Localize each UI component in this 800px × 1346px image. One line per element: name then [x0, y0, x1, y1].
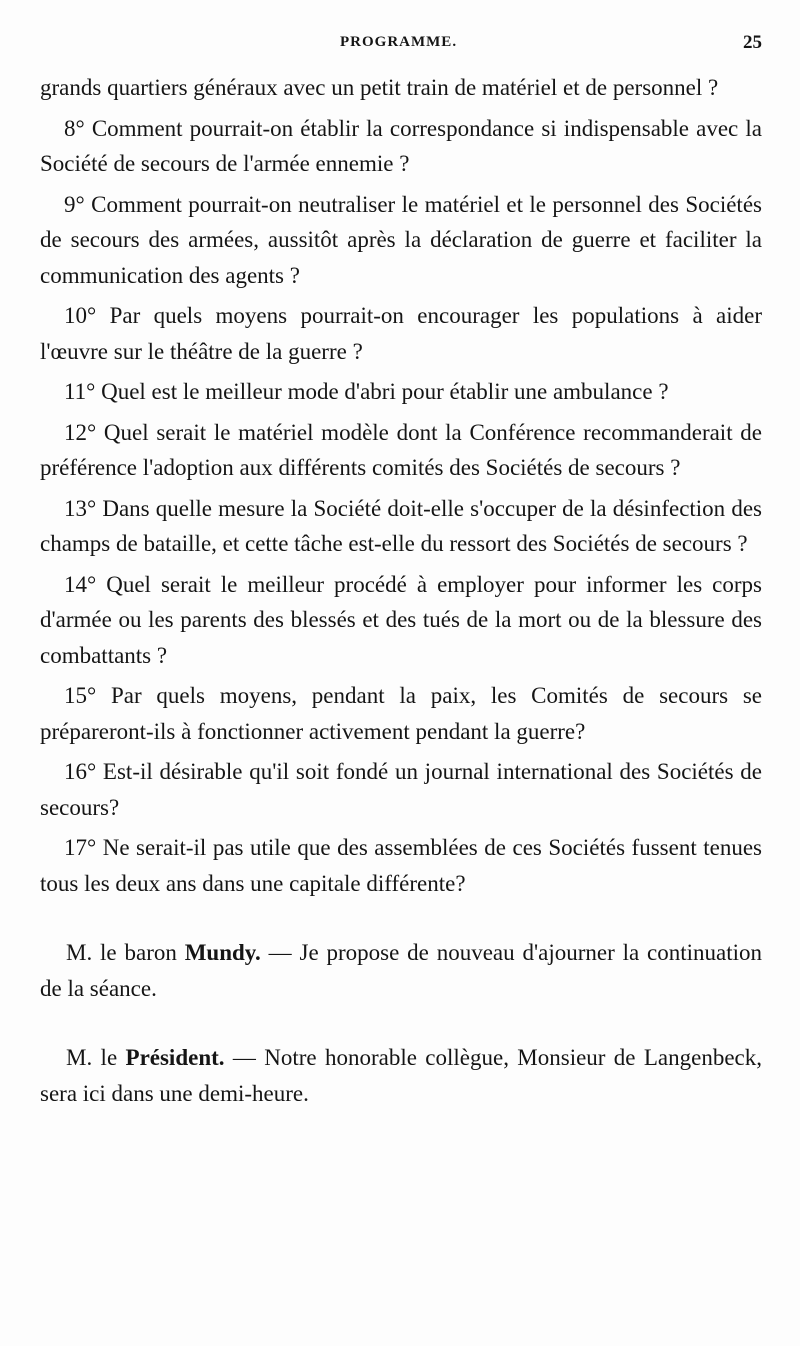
- continuation-paragraph: grands quartiers généraux avec un petit train de matériel et de personnel ?: [40, 75, 719, 100]
- speaker-title: M. le baron: [66, 940, 177, 965]
- speech-text: — Notre honorable collègue, Monsieur de Langenbeck, sera ici dans une demi-heure.: [40, 1045, 762, 1106]
- speech-president: [40, 1040, 762, 1111]
- question-14: 14° Quel serait le meilleur procédé à employer pour informer les corps d'armée ou les parents des blessés et des tués de la mort ou de la blessure des combattants ?: [40, 571, 762, 668]
- question-17: 17° Ne serait-il pas utile que des assemblées de ces Sociétés fussent tenues tous les deux ans dans une capitale différente?: [40, 835, 762, 896]
- question-13: 13° Dans quelle mesure la Société doit-elle s'occuper de la désinfection des champs de bataille, et cette tâche est-elle du ressort des Sociétés de secours ?: [40, 495, 762, 556]
- body-text: [40, 70, 762, 1111]
- speech-text: — Je propose de nouveau d'ajourner la continuation de la séance.: [40, 940, 763, 1001]
- speaker-title: M. le: [66, 1045, 118, 1070]
- question-11: 11° Quel est le meilleur mode d'abri pour établir une ambulance ?: [64, 379, 669, 404]
- question-10: 10° Par quels moyens pourrait-on encourager les populations à aider l'œuvre sur le théâtre de la guerre ?: [40, 303, 762, 364]
- speaker-name: Mundy.: [184, 940, 261, 965]
- page-number: 25: [743, 32, 762, 53]
- question-12: 12° Quel serait le matériel modèle dont la Conférence recommanderait de préférence l'adoption aux différents comités des Sociétés de secours ?: [40, 419, 762, 480]
- question-9: 9° Comment pourrait-on neutraliser le matériel et le personnel des Sociétés de secours des armées, aussitôt après la déclaration de guerre et faciliter la communication des agents ?: [40, 191, 762, 288]
- question-15: 15° Par quels moyens, pendant la paix, les Comités de secours se prépareront-ils à fonctionner activement pendant la guerre?: [40, 683, 762, 744]
- speech-mundy: [40, 935, 762, 1006]
- question-8: 8° Comment pourrait-on établir la correspondance si indispensable avec la Société de secours de l'armée ennemie ?: [40, 115, 762, 176]
- running-header: [0, 34, 800, 58]
- question-16: 16° Est-il désirable qu'il soit fondé un journal international des Sociétés de secours?: [40, 759, 762, 820]
- running-title: PROGRAMME.: [340, 34, 458, 50]
- speaker-name: Président.: [125, 1045, 225, 1070]
